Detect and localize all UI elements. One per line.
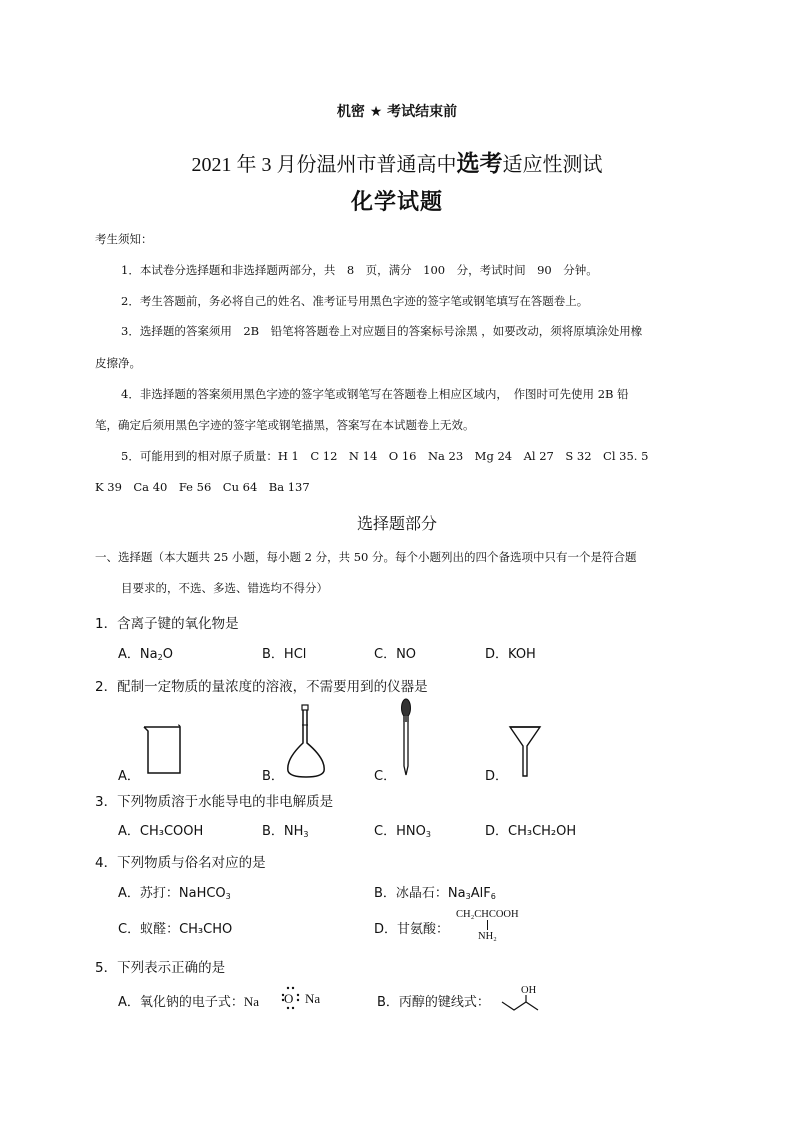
exam-title: [0, 145, 794, 178]
propanol-oh-label: OH: [521, 985, 537, 996]
question-3-option-b[interactable]: [262, 820, 309, 839]
question-1-option-a[interactable]: [118, 643, 173, 662]
q4-b-tail: AlF: [470, 886, 491, 901]
subject-title: 化学试题: [350, 190, 443, 215]
q4-b-sub2: 6: [490, 892, 496, 901]
question-1-option-b[interactable]: B．HCl: [262, 647, 307, 662]
question-3-option-c[interactable]: [374, 820, 431, 839]
q3-b-text: B．NH: [262, 824, 304, 839]
q3-c-sub: 3: [425, 830, 431, 839]
q5-a-na-left: Na: [243, 994, 260, 1009]
question-4-option-b[interactable]: [374, 882, 496, 901]
notice-heading: 考生须知：: [95, 232, 153, 246]
confidential-mark: 机密 ★ 考试结束前: [336, 104, 458, 120]
q3-c-text: C．HNO: [374, 824, 426, 839]
question-1-option-c[interactable]: C．NO: [374, 647, 417, 662]
q3-b-sub: 3: [303, 830, 309, 839]
question-3-option-a[interactable]: A．CH₃COOH: [118, 824, 204, 839]
q4-b-sub: 3: [465, 892, 471, 901]
question-2-option-a[interactable]: A．: [118, 769, 140, 784]
q5-b-text: B．丙醇的键线式：: [377, 995, 490, 1010]
funnel-icon: [508, 724, 542, 778]
q4-a-text: A．苏打：NaHCO: [118, 886, 226, 901]
notice-item-2: 2．考生答题前，务必将自己的姓名、准考证号用黑色字迹的签字笔或钢笔填写在答题卷上。: [121, 294, 589, 308]
question-4-stem: 4．下列物质与俗名对应的是: [95, 855, 266, 871]
exam-title-highlight: 选考: [456, 151, 503, 177]
notice-item-4: 4．非选择题的答案须用黑色字迹的签字笔或钢笔写在答题卷上相应区域内， 作图时可先使用 2B 铅: [121, 387, 629, 401]
notice-item-3-cont: 皮擦净。: [95, 356, 141, 370]
question-4-option-d[interactable]: [374, 918, 449, 937]
q1-a-text: A．Na: [118, 647, 158, 662]
q1-a-tail: O: [162, 647, 173, 662]
question-3-stem: 3．下列物质溶于水能导电的非电解质是: [95, 794, 334, 810]
question-1-stem: 1．含离子键的氧化物是: [95, 616, 239, 632]
volumetric-flask-icon: [282, 703, 330, 779]
notice-item-3: 3．选择题的答案须用 2B 铅笔将答题卷上对应题目的答案标号涂黑 ，如要改动，须将原填涂处用橡: [121, 324, 643, 338]
section-title: 选择题部分: [356, 514, 437, 533]
glycine-bond-line: [487, 920, 488, 930]
question-4-option-a[interactable]: [118, 882, 231, 901]
q5-a-oxygen: O: [284, 991, 294, 1006]
notice-item-4-cont: 笔，确定后须用黑色字迹的签字笔或钢笔描黑，答案写在本试题卷上无效。: [95, 418, 475, 432]
q1-a-sub: 2: [157, 653, 163, 662]
question-4-option-c[interactable]: C．蚁醛：CH₃CHO: [118, 922, 233, 937]
question-5-stem: 5．下列表示正确的是: [95, 960, 226, 976]
q4-b-text: B．冰晶石：Na: [374, 886, 466, 901]
question-5-option-a[interactable]: [118, 991, 259, 1010]
question-5-option-b[interactable]: [377, 991, 490, 1010]
notice-item-1: 1．本试卷分选择题和非选择题两部分，共 8 页，满分 100 分，考试时间 90 分钟。: [121, 263, 598, 277]
q4-d-text: D．甘氨酸：: [374, 922, 450, 937]
section-instruction-1: 一、选择题（本大题共 25 小题，每小题 2 分，共 50 分。每个小题列出的四个备选项中只有一个是符合题: [95, 550, 637, 564]
question-1-option-d[interactable]: D．KOH: [485, 647, 536, 662]
question-2-stem: 2．配制一定物质的量浓度的溶液，不需要用到的仪器是: [95, 679, 428, 695]
notice-item-5: 5．可能用到的相对原子质量：H 1 C 12 N 14 O 16 Na 23 Mg 24 Al 27 S 32 Cl 35. 5: [121, 449, 649, 463]
q4-a-sub: 3: [225, 892, 231, 901]
question-3-option-d[interactable]: D．CH₃CH₂OH: [485, 824, 577, 839]
notice-item-5-cont: K 39 Ca 40 Fe 56 Cu 64 Ba 137: [95, 480, 310, 494]
dropper-icon: [396, 698, 416, 778]
question-2-option-b[interactable]: B．: [262, 769, 284, 784]
q5-a-na-right: Na: [305, 991, 321, 1006]
glycine-structure-top: CH₂CHCOOH: [456, 909, 519, 920]
section-instruction-2: 目要求的，不选、多选、错选均不得分）: [121, 581, 328, 595]
propanol-skeletal-icon: [500, 994, 544, 1014]
beaker-icon: [140, 723, 186, 777]
q5-a-text: A．氧化钠的电子式：: [118, 995, 244, 1010]
exam-title-part-a: 2021 年 3 月份温州市普通高中: [191, 154, 457, 176]
exam-title-part-b: 适应性测试: [502, 154, 603, 176]
question-2-option-d[interactable]: D．: [485, 769, 509, 784]
glycine-structure-bottom: NH₂: [478, 931, 497, 942]
question-2-option-c[interactable]: C．: [374, 769, 397, 784]
